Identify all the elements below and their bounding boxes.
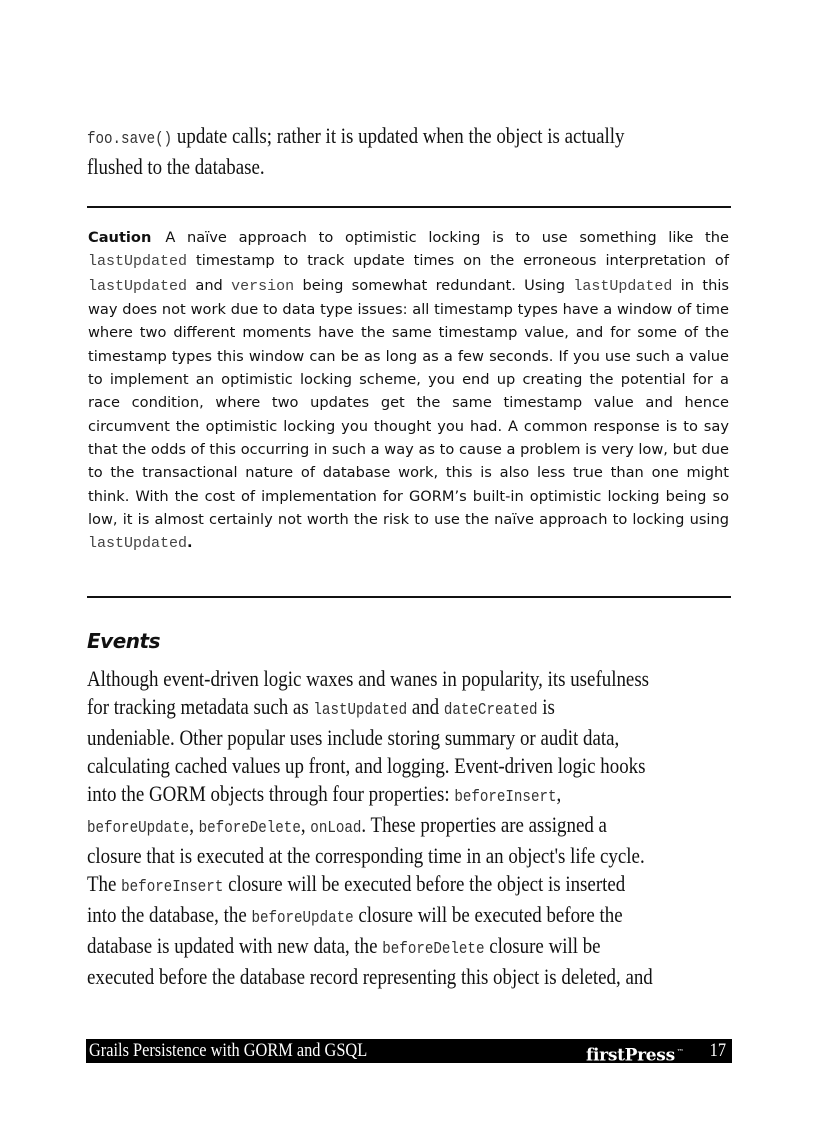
footer-page-number: 17 [709, 1040, 726, 1061]
body-line [87, 693, 730, 724]
code-beforeinsert: beforeInsert [454, 787, 557, 806]
body-line [87, 932, 730, 963]
intro-text: update calls; rather it is updated when the object is actually [172, 123, 625, 148]
body-line [87, 780, 730, 811]
body-line: calculating cached values up front, and logging. Event-driven logic hooks [87, 753, 646, 778]
body-line: undeniable. Other popular uses include storing summary or audit data, [87, 725, 620, 750]
code-beforeupdate: beforeUpdate [87, 818, 190, 837]
caution-text: and [187, 276, 232, 294]
body-line: closure that is executed at the corresponding time in an object's life cycle. [87, 843, 645, 868]
intro-line: flushed to the database. [87, 154, 265, 179]
body-text: into the GORM objects through four properties: [87, 781, 455, 806]
body-text: , [189, 812, 199, 837]
body-text: closure will be [484, 933, 601, 958]
code-lastupdated: lastUpdated [88, 253, 188, 271]
code-foo-save: foo.save() [87, 129, 173, 148]
footer-brand-text: firstPress [586, 1045, 675, 1066]
code-beforedelete: beforeDelete [382, 939, 485, 958]
code-beforedelete: beforeDelete [198, 818, 301, 837]
caution-text: timestamp to track update times on the erroneous interpretation of [187, 252, 729, 270]
body-line [87, 870, 730, 901]
caution-box [88, 226, 729, 556]
trademark-mark: ™ [676, 1048, 684, 1056]
code-lastupdated: lastUpdated [573, 277, 673, 295]
body-line [87, 901, 730, 932]
section-heading-events: Events [87, 629, 160, 653]
body-text: is [537, 694, 555, 719]
caution-text: A naïve approach to optimistic locking is to use something like the [165, 229, 729, 246]
body-text: and [407, 694, 444, 719]
code-lastupdated: lastUpdated [88, 535, 188, 553]
page-footer [86, 1039, 732, 1066]
caution-label: Caution [88, 229, 152, 246]
code-onload: onLoad [310, 818, 362, 837]
caution-period: . [187, 534, 193, 552]
intro-paragraph [87, 122, 730, 181]
code-lastupdated: lastUpdated [88, 277, 188, 295]
caution-text: being somewhat redundant. Using [294, 276, 574, 294]
code-beforeinsert: beforeInsert [121, 877, 224, 896]
code-lastupdated: lastUpdated [313, 700, 408, 719]
intro-line [87, 122, 730, 153]
body-line [87, 811, 730, 842]
body-text: database is updated with new data, the [87, 933, 383, 958]
caution-bottom-rule [87, 596, 731, 598]
body-text: , [556, 781, 562, 806]
body-text: . These properties are assigned a [361, 812, 607, 837]
events-paragraph [87, 665, 730, 991]
footer-publisher-logo [586, 1040, 684, 1068]
body-text: The [87, 871, 122, 896]
caution-top-rule [87, 206, 731, 208]
code-version: version [231, 277, 295, 295]
body-text: closure will be executed before the object is inserted [223, 871, 626, 896]
footer-book-title: Grails Persistence with GORM and GSQL [89, 1040, 368, 1061]
body-text: , [300, 812, 311, 837]
code-beforeupdate: beforeUpdate [251, 908, 354, 927]
caution-text: in this way does not work due to data type issues: all timestamp types have a window of time where two different moments have the same timestamp value, and for some of the timestamp types this window can be as long as a few seconds. If you use such a value to implement an optimistic locking scheme, you end up creating the potential for a race condition, where two updates get the same timestamp value and hence circumvent the optimistic locking you thought you had. A common response is to say that the odds of this occurring in such a way as to cause a problem is very low, but due to the transactional nature of database work, this is also less true than one might think. With the cost of implementation for GORM’s built-in optimistic locking being so low, it is almost certainly not worth the risk to use the naïve approach to locking using [88, 276, 730, 529]
body-text: for tracking metadata such as [87, 694, 314, 719]
body-text: closure will be executed before the [353, 902, 623, 927]
body-line: executed before the database record representing this object is deleted, and [87, 964, 653, 989]
code-datecreated: dateCreated [443, 700, 538, 719]
body-text: into the database, the [87, 902, 252, 927]
body-line: Although event-driven logic waxes and wanes in popularity, its usefulness [87, 666, 650, 691]
